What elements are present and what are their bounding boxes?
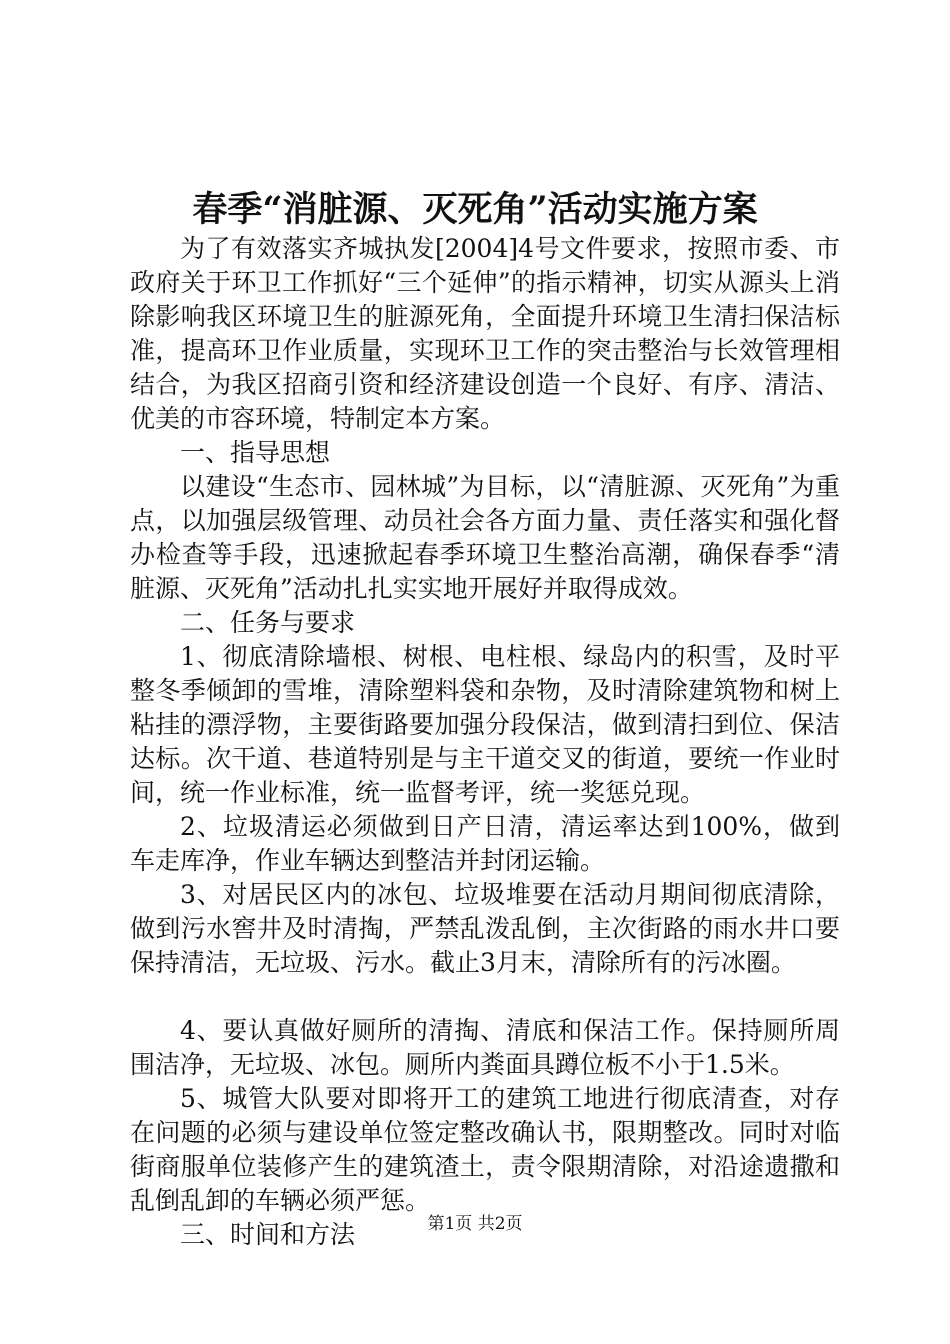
task-item-4: 4、要认真做好厕所的清掏、清底和保洁工作。保持厕所周围洁净，无垃圾、冰包。厕所内粪面具蹲位板不小于1.5米。	[130, 1016, 840, 1079]
document-body	[130, 232, 840, 1252]
task-item-2: 2、垃圾清运必须做到日产日清，清运率达到100%，做到车走库净，作业车辆达到整洁并封闭运输。	[130, 812, 840, 875]
section-heading-time-method: 三、时间和方法	[180, 1220, 356, 1249]
section-heading-guiding-ideology: 一、指导思想	[180, 438, 331, 467]
guiding-ideology-paragraph: 以建设“生态市、园林城”为目标，以“清脏源、灭死角”为重点，以加强层级管理、动员社会各方面力量、责任落实和强化督办检查等手段，迅速掀起春季环境卫生整治高潮，确保春季“清脏源、灭死角”活动扎扎实实地开展好并取得成效。	[130, 472, 840, 603]
intro-paragraph: 为了有效落实齐城执发[2004]4号文件要求，按照市委、市政府关于环卫工作抓好“三个延伸”的指示精神，切实从源头上消除影响我区环境卫生的脏源死角，全面提升环境卫生清扫保洁标准，提高环卫作业质量，实现环卫工作的突击整治与长效管理相结合，为我区招商引资和经济建设创造一个良好、有序、清洁、优美的市容环境，特制定本方案。	[130, 234, 840, 433]
task-item-5: 5、城管大队要对即将开工的建筑工地进行彻底清查，对存在问题的必须与建设单位签定整改确认书，限期整改。同时对临街商服单位装修产生的建筑渣土，责令限期清除，对沿途遗撒和乱倒乱卸的车辆必须严惩。	[130, 1084, 840, 1215]
paragraph-gap	[130, 980, 840, 1014]
task-item-1: 1、彻底清除墙根、树根、电柱根、绿岛内的积雪，及时平整冬季倾卸的雪堆，清除塑料袋和杂物，及时清除建筑物和树上粘挂的漂浮物，主要街路要加强分段保洁，做到清扫到位、保洁达标。次干道、巷道特别是与主干道交叉的街道，要统一作业时间，统一作业标准，统一监督考评，统一奖惩兑现。	[130, 642, 840, 807]
task-item-3: 3、对居民区内的冰包、垃圾堆要在活动月期间彻底清除，做到污水窖井及时清掏，严禁乱泼乱倒，主次街路的雨水井口要保持清洁，无垃圾、污水。截止3月末，清除所有的污冰圈。	[130, 880, 840, 977]
section-heading-tasks: 二、任务与要求	[180, 608, 356, 637]
document-title: 春季“消脏源、灭死角”活动实施方案	[192, 189, 758, 230]
page-number-footer: 第1页 共2页	[427, 1214, 523, 1234]
